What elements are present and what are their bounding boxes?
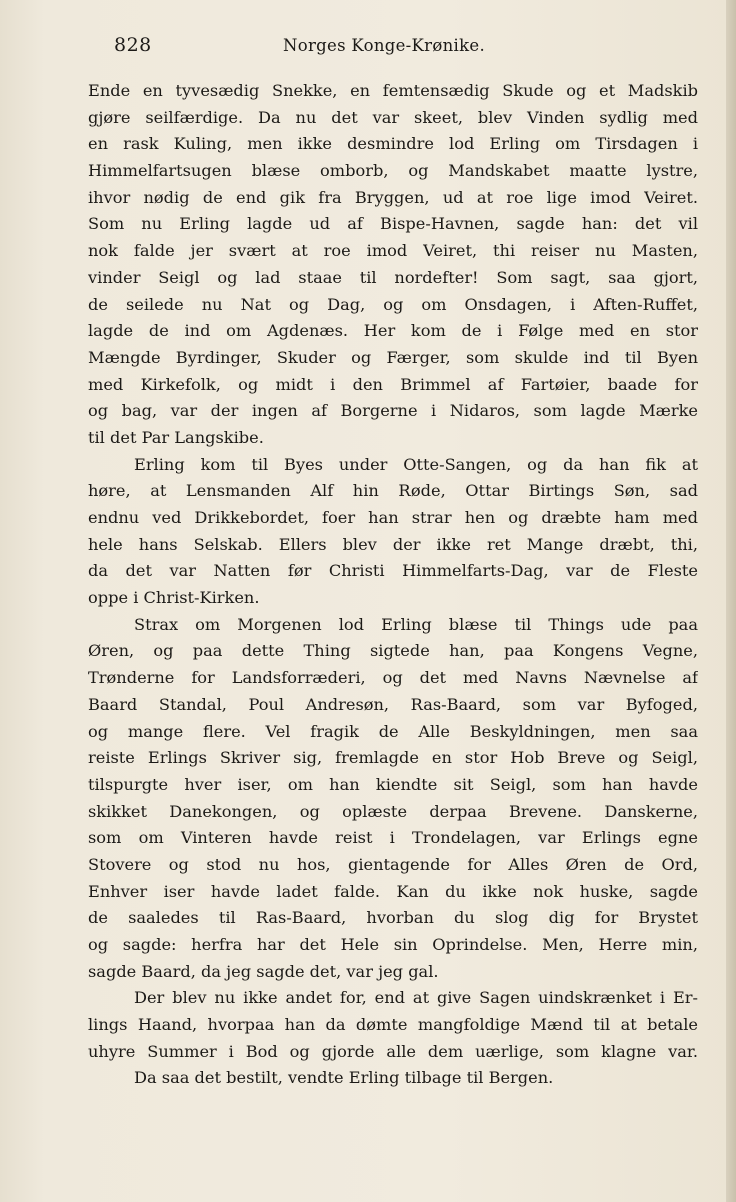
text-line: en rask Kuling, men ikke desmindre lod Erling om Tirsdagen i: [88, 134, 698, 154]
text-line: Stovere og stod nu hos, gientagende for Alles Øren de Ord,: [88, 854, 698, 874]
text-line: vinder Seigl og lad staae til nordefter! Som sagt, saa gjort,: [88, 267, 698, 287]
text-line: sagde Baard, da jeg sagde det, var jeg gal.: [88, 961, 439, 981]
text-line: Der blev nu ikke andet for, end at give Sagen uindskrænket i Er-: [134, 988, 698, 1008]
text-line: høre, at Lensmanden Alf hin Røde, Ottar Birtings Søn, sad: [88, 481, 698, 501]
text-line: Himmelfartsugen blæse omborb, og Mandskabet maatte lystre,: [88, 161, 698, 181]
text-line: og sagde: herfra har det Hele sin Oprindelse. Men, Herre min,: [88, 935, 698, 954]
text-line: lings Haand, hvorpaa han da dømte mangfoldige Mænd til at betale: [88, 1015, 698, 1035]
text-line: som om Vinteren havde reist i Trondelagen, var Erlings egne: [88, 828, 698, 848]
text-line: Trønderne for Landsforræderi, og det med Navns Nævnelse af: [88, 668, 698, 688]
text-line: tilspurgte hver iser, om han kiendte sit Seigl, som han havde: [88, 774, 698, 794]
page-number: 828: [114, 34, 152, 56]
text-line: reiste Erlings Skriver sig, fremlagde en stor Hob Breve og Seigl,: [88, 748, 698, 768]
text-line: og bag, var der ingen af Borgerne i Nidaros, som lagde Mærke: [88, 401, 698, 421]
text-line: ihvor nødig de end gik fra Bryggen, ud at roe lige imod Veiret.: [88, 187, 698, 207]
text-line: og mange flere. Vel fragik de Alle Beskyldningen, men saa: [88, 721, 698, 741]
text-line: gjøre seilfærdige. Da nu det var skeet, blev Vinden sydlig med: [88, 107, 698, 127]
text-line: Baard Standal, Poul Andresøn, Ras-Baard, som var Byfoged,: [88, 694, 698, 714]
text-line: oppe i Christ-Kirken.: [88, 588, 260, 608]
text-line: Som nu Erling lagde ud af Bispe-Havnen, sagde han: det vil: [88, 214, 698, 234]
text-line: de seilede nu Nat og Dag, og om Onsdagen, i Aften-Ruffet,: [88, 294, 698, 314]
running-head: [88, 34, 708, 62]
text-line: de saaledes til Ras-Baard, hvorban du slog dig for Brystet: [88, 908, 698, 928]
text-line: lagde de ind om Agdenæs. Her kom de i Følge med en stor: [88, 321, 698, 341]
running-title: Norges Konge-Krønike.: [283, 36, 486, 55]
text-line: uhyre Summer i Bod og gjorde alle dem uærlige, som klagne var.: [88, 1041, 698, 1061]
text-line: med Kirkefolk, og midt i den Brimmel af Fartøier, baade for: [88, 374, 698, 394]
text-line: Enhver iser havde ladet falde. Kan du ikke nok huske, sagde: [88, 881, 698, 901]
text-line: Da saa det bestilt, vendte Erling tilbage til Bergen.: [134, 1068, 554, 1088]
text-line: skikket Danekongen, og oplæste derpaa Brevene. Danskerne,: [88, 801, 698, 821]
text-line: Strax om Morgenen lod Erling blæse til Things ude paa: [134, 614, 698, 634]
text-line: Erling kom til Byes under Otte-Sangen, og da han fik at: [134, 454, 698, 474]
text-line: Øren, og paa dette Thing sigtede han, paa Kongens Vegne,: [88, 641, 698, 661]
text-line: endnu ved Drikkebordet, foer han strar hen og dræbte ham med: [88, 508, 698, 527]
text-line: Ende en tyvesædig Snekke, en femtensædig Skude og et Madskib: [88, 81, 698, 100]
text-line: hele hans Selskab. Ellers blev der ikke ret Mange dræbt, thi,: [88, 534, 698, 554]
text-line: Mængde Byrdinger, Skuder og Færger, som skulde ind til Byen: [88, 347, 698, 367]
text-line: til det Par Langskibe.: [88, 427, 264, 447]
text-line: nok falde jer svært at roe imod Veiret, thi reiser nu Masten,: [88, 241, 698, 261]
page-edge: [726, 0, 736, 1202]
body-text: [88, 78, 698, 1092]
text-line: da det var Natten før Christi Himmelfarts-Dag, var de Fleste: [88, 561, 698, 581]
